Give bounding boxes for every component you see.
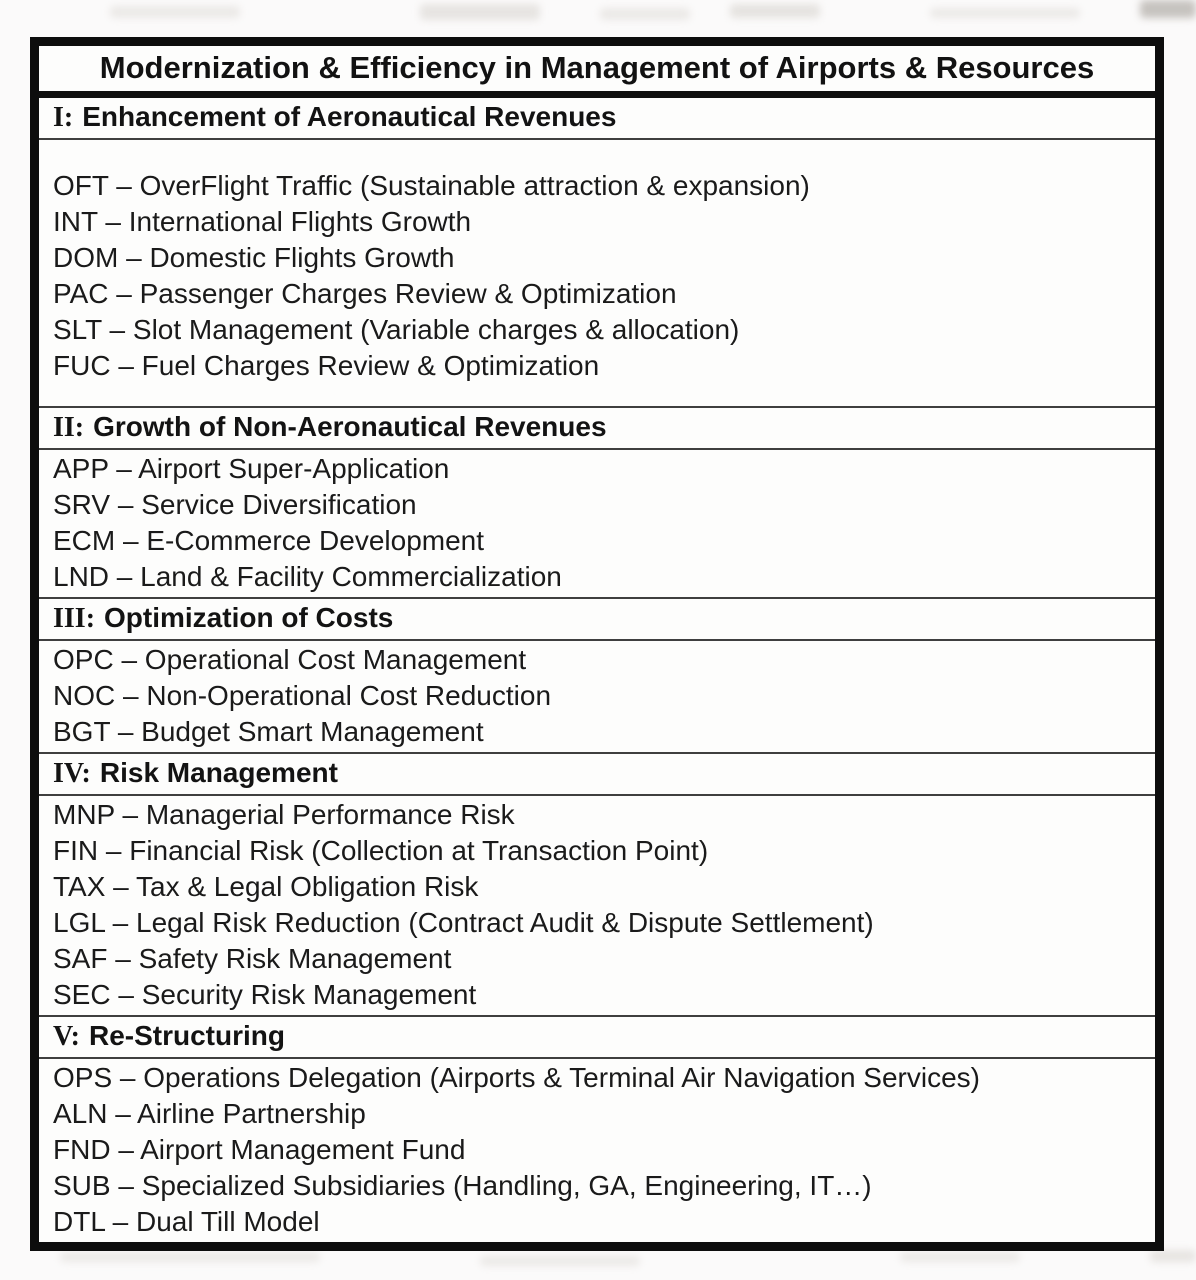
list-item: OPC – Operational Cost Management [53, 644, 527, 675]
section-numeral: IV: [53, 758, 91, 789]
section-items [39, 1059, 1155, 1242]
list-item: SUB – Specialized Subsidiaries (Handling, GA, Engineering, IT…) [53, 1170, 872, 1201]
list-item: PAC – Passenger Charges Review & Optimization [53, 278, 677, 309]
list-item: SRV – Service Diversification [53, 489, 417, 520]
scan-artifact [60, 1252, 320, 1262]
list-item: FIN – Financial Risk (Collection at Transaction Point) [53, 835, 709, 866]
section-numeral: III: [53, 603, 96, 634]
section-header [39, 408, 1155, 450]
scan-artifact [930, 8, 1080, 18]
list-item: DTL – Dual Till Model [53, 1206, 320, 1237]
section-risk-management [39, 752, 1155, 1015]
list-item: MNP – Managerial Performance Risk [53, 799, 515, 830]
section-items [39, 796, 1155, 1015]
scan-artifact [730, 4, 820, 18]
section-cost-optimization [39, 597, 1155, 752]
section-heading: Growth of Non-Aeronautical Revenues [93, 411, 607, 442]
section-heading: Risk Management [99, 757, 338, 788]
list-item: SEC – Security Risk Management [53, 979, 477, 1010]
list-item: NOC – Non-Operational Cost Reduction [53, 680, 552, 711]
section-header [39, 1017, 1155, 1059]
scan-artifact [1150, 1250, 1196, 1262]
list-item: FND – Airport Management Fund [53, 1134, 466, 1165]
section-restructuring [39, 1015, 1155, 1242]
list-item: INT – International Flights Growth [53, 206, 472, 237]
section-numeral: V: [53, 1021, 80, 1052]
list-item: OPS – Operations Delegation (Airports & Terminal Air Navigation Services) [53, 1062, 980, 1093]
section-header [39, 98, 1155, 140]
scan-artifact [480, 1256, 640, 1266]
list-item: FUC – Fuel Charges Review & Optimization [53, 350, 600, 381]
list-item: TAX – Tax & Legal Obligation Risk [53, 871, 479, 902]
section-items [39, 641, 1155, 752]
section-items [39, 450, 1155, 597]
list-item: SAF – Safety Risk Management [53, 943, 452, 974]
list-item: DOM – Domestic Flights Growth [53, 242, 455, 273]
scan-artifact [900, 1252, 1020, 1262]
section-heading: Optimization of Costs [104, 602, 394, 633]
section-heading: Enhancement of Aeronautical Revenues [82, 101, 617, 132]
section-numeral: I: [53, 102, 74, 133]
list-item: BGT – Budget Smart Management [53, 716, 484, 747]
table-title: Modernization & Efficiency in Management of Airports & Resources [39, 46, 1155, 98]
section-header [39, 599, 1155, 641]
scan-artifact [420, 4, 540, 20]
scan-artifact [110, 6, 240, 18]
list-item: SLT – Slot Management (Variable charges & allocation) [53, 314, 740, 345]
section-heading: Re-Structuring [88, 1020, 285, 1051]
list-item: LGL – Legal Risk Reduction (Contract Audit & Dispute Settlement) [53, 907, 874, 938]
list-item: ALN – Airline Partnership [53, 1098, 366, 1129]
section-items [39, 140, 1155, 406]
section-numeral: II: [53, 412, 85, 443]
section-header [39, 754, 1155, 796]
list-item: LND – Land & Facility Commercialization [53, 561, 562, 592]
list-item: OFT – OverFlight Traffic (Sustainable attraction & expansion) [53, 170, 810, 201]
scan-artifact [1140, 0, 1196, 18]
management-strategy-table [30, 37, 1164, 1251]
section-non-aeronautical-revenues [39, 406, 1155, 597]
section-aeronautical-revenues [39, 98, 1155, 406]
scan-artifact [600, 8, 690, 20]
list-item: ECM – E-Commerce Development [53, 525, 485, 556]
list-item: APP – Airport Super-Application [53, 453, 450, 484]
